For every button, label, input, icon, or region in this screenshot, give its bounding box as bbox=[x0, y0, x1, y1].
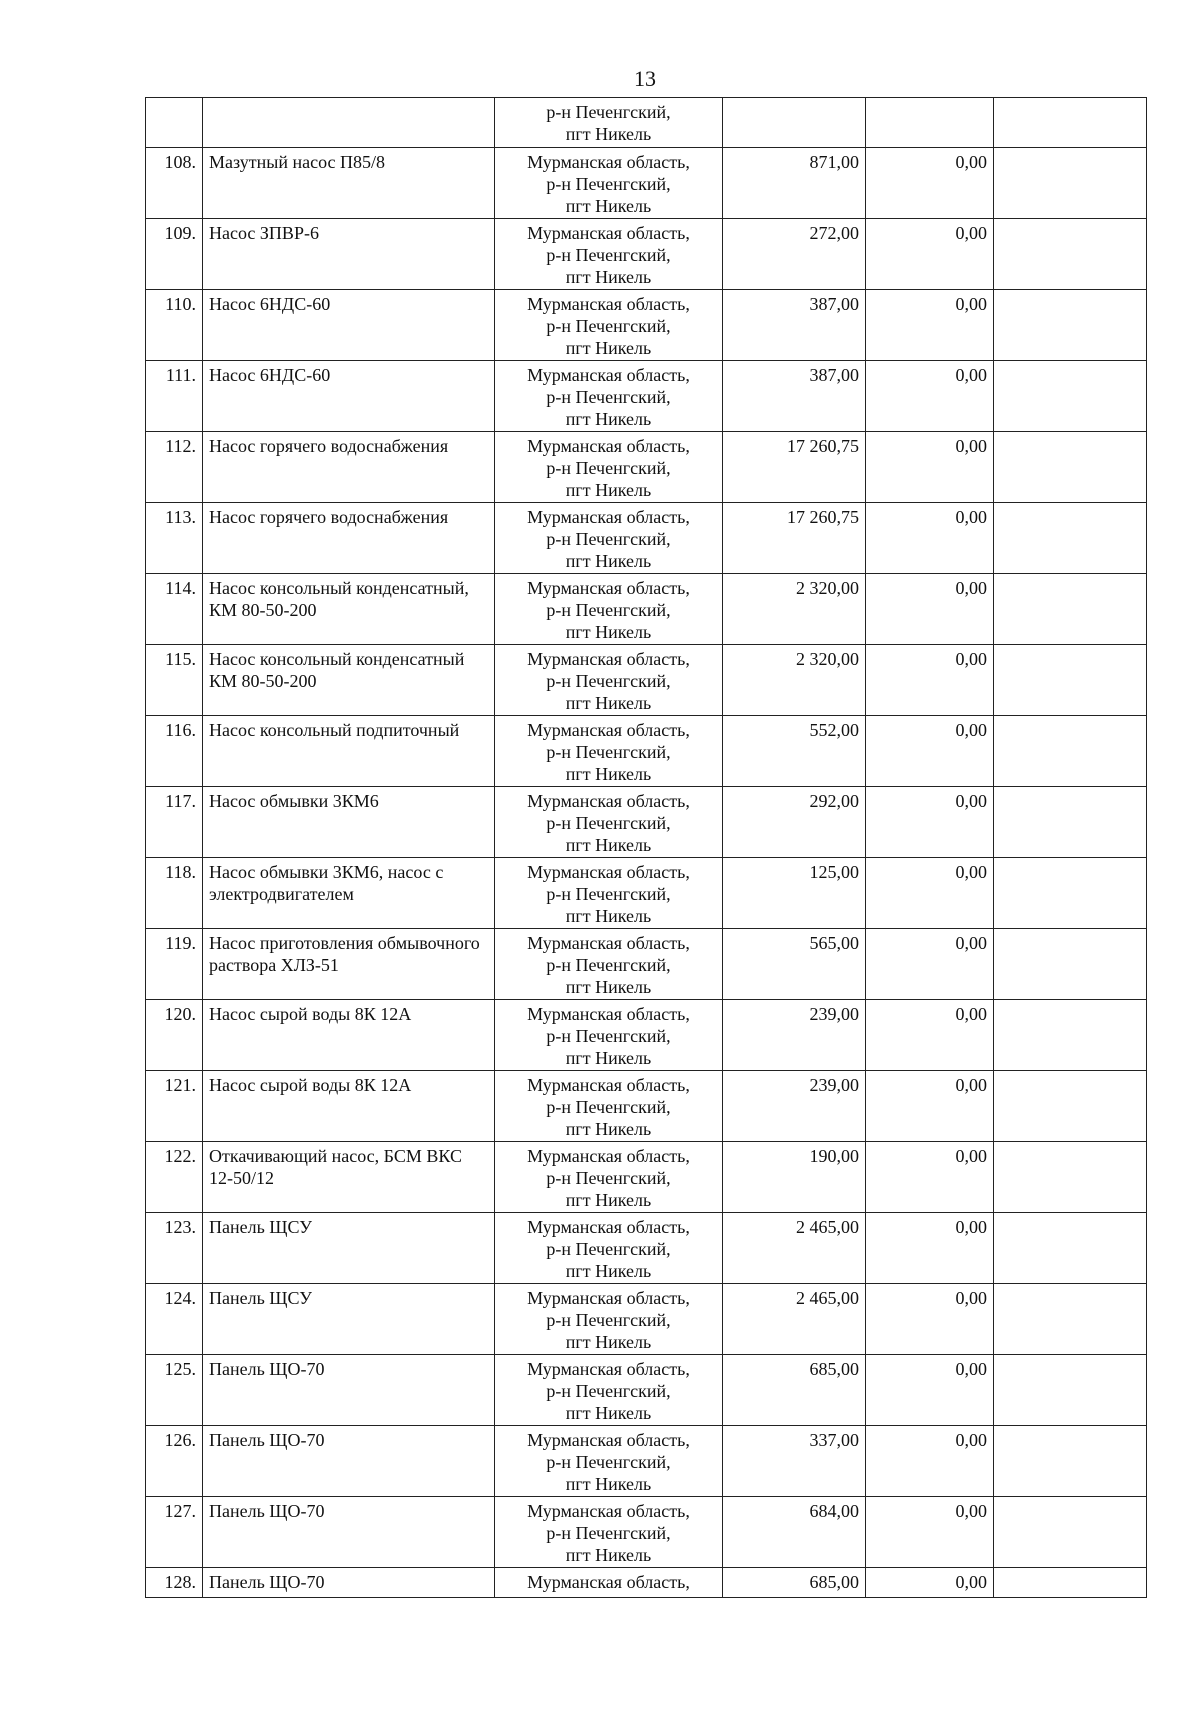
extra-cell bbox=[994, 219, 1147, 290]
address-cell bbox=[495, 290, 723, 361]
value1-cell: 2 465,00 bbox=[723, 1213, 866, 1284]
address-line: Мурманская область, bbox=[527, 1288, 690, 1308]
value1-cell: 17 260,75 bbox=[723, 503, 866, 574]
table-row bbox=[146, 1000, 1147, 1071]
address-cell bbox=[495, 1497, 723, 1568]
address-cell bbox=[495, 1071, 723, 1142]
value2-cell: 0,00 bbox=[866, 645, 994, 716]
extra-cell bbox=[994, 1142, 1147, 1213]
address-line: пгт Никель bbox=[565, 1403, 652, 1423]
address-line: р-н Печенгский, bbox=[546, 600, 671, 620]
table-row bbox=[146, 645, 1147, 716]
inventory-table bbox=[145, 97, 1147, 1598]
address-line: пгт Никель bbox=[565, 622, 652, 642]
inventory-table-body bbox=[146, 98, 1147, 1598]
extra-cell bbox=[994, 929, 1147, 1000]
address-line: Мурманская область, bbox=[527, 1430, 690, 1450]
address-cell bbox=[495, 1000, 723, 1071]
address-line: Мурманская область, bbox=[527, 152, 690, 172]
row-number-cell: 111. bbox=[146, 361, 203, 432]
address-line: пгт Никель bbox=[565, 906, 652, 926]
address-line: Мурманская область, bbox=[527, 862, 690, 882]
value2-cell: 0,00 bbox=[866, 1071, 994, 1142]
address-line: пгт Никель bbox=[565, 196, 652, 216]
extra-cell bbox=[994, 432, 1147, 503]
row-number-cell: 115. bbox=[146, 645, 203, 716]
name-cell: Насос 6НДС-60 bbox=[203, 361, 495, 432]
address-cell bbox=[495, 929, 723, 1000]
extra-cell bbox=[994, 503, 1147, 574]
address-line: пгт Никель bbox=[565, 1048, 652, 1068]
address-cell bbox=[495, 148, 723, 219]
address-cell bbox=[495, 1284, 723, 1355]
row-number-cell: 121. bbox=[146, 1071, 203, 1142]
table-row bbox=[146, 148, 1147, 219]
extra-cell bbox=[994, 1213, 1147, 1284]
address-cell bbox=[495, 219, 723, 290]
row-number-cell: 124. bbox=[146, 1284, 203, 1355]
value2-cell: 0,00 bbox=[866, 1284, 994, 1355]
address-cell bbox=[495, 716, 723, 787]
value2-cell: 0,00 bbox=[866, 432, 994, 503]
address-line: Мурманская область, bbox=[527, 1359, 690, 1379]
name-cell: Откачивающий насос, БСМ ВКС 12-50/12 bbox=[203, 1142, 495, 1213]
value1-cell: 239,00 bbox=[723, 1000, 866, 1071]
table-row bbox=[146, 503, 1147, 574]
row-number-cell: 108. bbox=[146, 148, 203, 219]
extra-cell bbox=[994, 716, 1147, 787]
address-line: р-н Печенгский, bbox=[546, 955, 671, 975]
extra-cell bbox=[994, 1497, 1147, 1568]
address-line: Мурманская область, bbox=[527, 649, 690, 669]
table-row bbox=[146, 1568, 1147, 1598]
address-line: р-н Печенгский, bbox=[546, 316, 671, 336]
name-cell: Насос консольный конденсатный КМ 80-50-200 bbox=[203, 645, 495, 716]
table-row bbox=[146, 1497, 1147, 1568]
value2-cell: 0,00 bbox=[866, 716, 994, 787]
name-cell: Насос сырой воды 8К 12А bbox=[203, 1071, 495, 1142]
value2-cell: 0,00 bbox=[866, 1426, 994, 1497]
row-number-cell: 123. bbox=[146, 1213, 203, 1284]
address-cell bbox=[495, 645, 723, 716]
address-line: Мурманская область, bbox=[527, 223, 690, 243]
address-line: р-н Печенгский, bbox=[546, 529, 671, 549]
address-line: пгт Никель bbox=[565, 1261, 652, 1281]
table-row bbox=[146, 858, 1147, 929]
value1-cell: 337,00 bbox=[723, 1426, 866, 1497]
value1-cell: 272,00 bbox=[723, 219, 866, 290]
table-row bbox=[146, 1142, 1147, 1213]
name-cell: Насос горячего водоснабжения bbox=[203, 432, 495, 503]
address-line: Мурманская область, bbox=[527, 294, 690, 314]
value2-cell: 0,00 bbox=[866, 361, 994, 432]
row-number-cell: 114. bbox=[146, 574, 203, 645]
name-cell: Насос ЗПВР-6 bbox=[203, 219, 495, 290]
address-line: р-н Печенгский, bbox=[546, 1239, 671, 1259]
address-line: р-н Печенгский, bbox=[546, 1310, 671, 1330]
table-row bbox=[146, 432, 1147, 503]
row-number-cell: 128. bbox=[146, 1568, 203, 1598]
address-cell bbox=[495, 858, 723, 929]
row-number-cell: 110. bbox=[146, 290, 203, 361]
address-line: Мурманская область, bbox=[527, 578, 690, 598]
address-line: пгт Никель bbox=[565, 124, 652, 144]
extra-cell bbox=[994, 1284, 1147, 1355]
row-number-cell: 119. bbox=[146, 929, 203, 1000]
row-number-cell: 122. bbox=[146, 1142, 203, 1213]
value1-cell: 292,00 bbox=[723, 787, 866, 858]
row-number-cell: 116. bbox=[146, 716, 203, 787]
extra-cell bbox=[994, 1000, 1147, 1071]
address-cell bbox=[495, 1568, 723, 1598]
name-cell: Панель ЩО-70 bbox=[203, 1568, 495, 1598]
address-line: пгт Никель bbox=[565, 338, 652, 358]
row-number-cell: 118. bbox=[146, 858, 203, 929]
name-cell: Насос консольный конденсатный, КМ 80-50-200 bbox=[203, 574, 495, 645]
value2-cell: 0,00 bbox=[866, 858, 994, 929]
table-row bbox=[146, 1284, 1147, 1355]
value2-cell: 0,00 bbox=[866, 1142, 994, 1213]
name-cell: Мазутный насос П85/8 bbox=[203, 148, 495, 219]
value1-cell: 17 260,75 bbox=[723, 432, 866, 503]
address-line: Мурманская область, bbox=[527, 933, 690, 953]
row-number-cell: 125. bbox=[146, 1355, 203, 1426]
value1-cell: 2 320,00 bbox=[723, 645, 866, 716]
value1-cell: 387,00 bbox=[723, 290, 866, 361]
value2-cell: 0,00 bbox=[866, 219, 994, 290]
value1-cell: 190,00 bbox=[723, 1142, 866, 1213]
extra-cell bbox=[994, 645, 1147, 716]
address-line: Мурманская область, bbox=[527, 1572, 690, 1592]
address-line: р-н Печенгский, bbox=[546, 1097, 671, 1117]
name-cell: Панель ЩСУ bbox=[203, 1284, 495, 1355]
address-cell bbox=[495, 1213, 723, 1284]
table-row bbox=[146, 1071, 1147, 1142]
row-number-cell: 109. bbox=[146, 219, 203, 290]
extra-cell bbox=[994, 148, 1147, 219]
name-cell: Насос сырой воды 8К 12А bbox=[203, 1000, 495, 1071]
name-cell: Панель ЩО-70 bbox=[203, 1355, 495, 1426]
value2-cell: 0,00 bbox=[866, 1497, 994, 1568]
table-row bbox=[146, 1355, 1147, 1426]
address-line: пгт Никель bbox=[565, 977, 652, 997]
address-line: пгт Никель bbox=[565, 693, 652, 713]
address-line: пгт Никель bbox=[565, 1474, 652, 1494]
address-line: р-н Печенгский, bbox=[546, 1452, 671, 1472]
value1-cell: 125,00 bbox=[723, 858, 866, 929]
table-row bbox=[146, 219, 1147, 290]
address-line: пгт Никель bbox=[565, 267, 652, 287]
address-line: р-н Печенгский, bbox=[546, 245, 671, 265]
value1-cell: 2 465,00 bbox=[723, 1284, 866, 1355]
address-cell bbox=[495, 361, 723, 432]
table-row bbox=[146, 574, 1147, 645]
address-line: пгт Никель bbox=[565, 409, 652, 429]
address-line: р-н Печенгский, bbox=[546, 458, 671, 478]
address-line: р-н Печенгский, bbox=[546, 387, 671, 407]
name-cell: Насос горячего водоснабжения bbox=[203, 503, 495, 574]
address-line: пгт Никель bbox=[565, 480, 652, 500]
address-line: Мурманская область, bbox=[527, 365, 690, 385]
value1-cell: 239,00 bbox=[723, 1071, 866, 1142]
address-cell bbox=[495, 98, 723, 148]
address-line: пгт Никель bbox=[565, 1332, 652, 1352]
address-line: Мурманская область, bbox=[527, 436, 690, 456]
value2-cell bbox=[866, 98, 994, 148]
address-cell bbox=[495, 432, 723, 503]
address-cell bbox=[495, 1355, 723, 1426]
value2-cell: 0,00 bbox=[866, 503, 994, 574]
address-line: р-н Печенгский, bbox=[546, 102, 671, 122]
address-line: р-н Печенгский, bbox=[546, 813, 671, 833]
table-row bbox=[146, 929, 1147, 1000]
address-line: пгт Никель bbox=[565, 1545, 652, 1565]
address-line: р-н Печенгский, bbox=[546, 1026, 671, 1046]
value2-cell: 0,00 bbox=[866, 1568, 994, 1598]
row-number-cell: 113. bbox=[146, 503, 203, 574]
extra-cell bbox=[994, 98, 1147, 148]
extra-cell bbox=[994, 1071, 1147, 1142]
row-number-cell: 112. bbox=[146, 432, 203, 503]
address-line: пгт Никель bbox=[565, 1190, 652, 1210]
address-cell bbox=[495, 787, 723, 858]
address-line: пгт Никель bbox=[565, 551, 652, 571]
table-row bbox=[146, 787, 1147, 858]
name-cell: Насос 6НДС-60 bbox=[203, 290, 495, 361]
value1-cell: 552,00 bbox=[723, 716, 866, 787]
address-line: Мурманская область, bbox=[527, 1501, 690, 1521]
table-row bbox=[146, 716, 1147, 787]
address-line: р-н Печенгский, bbox=[546, 174, 671, 194]
page-number: 13 bbox=[634, 66, 656, 91]
address-line: р-н Печенгский, bbox=[546, 1168, 671, 1188]
value1-cell: 684,00 bbox=[723, 1497, 866, 1568]
row-number-cell: 126. bbox=[146, 1426, 203, 1497]
name-cell: Насос обмывки 3КМ6 bbox=[203, 787, 495, 858]
address-cell bbox=[495, 1426, 723, 1497]
extra-cell bbox=[994, 1568, 1147, 1598]
row-number-cell bbox=[146, 98, 203, 148]
address-line: Мурманская область, bbox=[527, 791, 690, 811]
name-cell: Насос консольный подпиточный bbox=[203, 716, 495, 787]
address-line: Мурманская область, bbox=[527, 1146, 690, 1166]
extra-cell bbox=[994, 787, 1147, 858]
address-line: Мурманская область, bbox=[527, 720, 690, 740]
value2-cell: 0,00 bbox=[866, 929, 994, 1000]
address-line: Мурманская область, bbox=[527, 1217, 690, 1237]
value1-cell: 2 320,00 bbox=[723, 574, 866, 645]
extra-cell bbox=[994, 290, 1147, 361]
extra-cell bbox=[994, 1355, 1147, 1426]
row-number-cell: 120. bbox=[146, 1000, 203, 1071]
address-cell bbox=[495, 1142, 723, 1213]
value1-cell: 871,00 bbox=[723, 148, 866, 219]
value2-cell: 0,00 bbox=[866, 148, 994, 219]
name-cell: Панель ЩСУ bbox=[203, 1213, 495, 1284]
address-line: пгт Никель bbox=[565, 835, 652, 855]
address-cell bbox=[495, 574, 723, 645]
name-cell: Панель ЩО-70 bbox=[203, 1497, 495, 1568]
name-cell bbox=[203, 98, 495, 148]
address-line: р-н Печенгский, bbox=[546, 1381, 671, 1401]
address-line: Мурманская область, bbox=[527, 1004, 690, 1024]
extra-cell bbox=[994, 858, 1147, 929]
address-line: Мурманская область, bbox=[527, 1075, 690, 1095]
name-cell: Панель ЩО-70 bbox=[203, 1426, 495, 1497]
value2-cell: 0,00 bbox=[866, 1213, 994, 1284]
address-line: р-н Печенгский, bbox=[546, 742, 671, 762]
table-row bbox=[146, 1426, 1147, 1497]
row-number-cell: 117. bbox=[146, 787, 203, 858]
value2-cell: 0,00 bbox=[866, 1355, 994, 1426]
value2-cell: 0,00 bbox=[866, 787, 994, 858]
extra-cell bbox=[994, 361, 1147, 432]
value1-cell bbox=[723, 98, 866, 148]
value2-cell: 0,00 bbox=[866, 290, 994, 361]
address-line: пгт Никель bbox=[565, 1119, 652, 1139]
value1-cell: 565,00 bbox=[723, 929, 866, 1000]
value1-cell: 685,00 bbox=[723, 1568, 866, 1598]
extra-cell bbox=[994, 1426, 1147, 1497]
table-row bbox=[146, 361, 1147, 432]
name-cell: Насос обмывки 3КМ6, насос с электродвигателем bbox=[203, 858, 495, 929]
value1-cell: 685,00 bbox=[723, 1355, 866, 1426]
value2-cell: 0,00 bbox=[866, 574, 994, 645]
name-cell: Насос приготовления обмывочного раствора ХЛЗ-51 bbox=[203, 929, 495, 1000]
address-cell bbox=[495, 503, 723, 574]
table-row bbox=[146, 1213, 1147, 1284]
value2-cell: 0,00 bbox=[866, 1000, 994, 1071]
row-number-cell: 127. bbox=[146, 1497, 203, 1568]
table-row bbox=[146, 290, 1147, 361]
address-line: р-н Печенгский, bbox=[546, 884, 671, 904]
address-line: р-н Печенгский, bbox=[546, 671, 671, 691]
address-line: Мурманская область, bbox=[527, 507, 690, 527]
extra-cell bbox=[994, 574, 1147, 645]
address-line: пгт Никель bbox=[565, 764, 652, 784]
address-line: р-н Печенгский, bbox=[546, 1523, 671, 1543]
value1-cell: 387,00 bbox=[723, 361, 866, 432]
continuation-row bbox=[146, 98, 1147, 148]
